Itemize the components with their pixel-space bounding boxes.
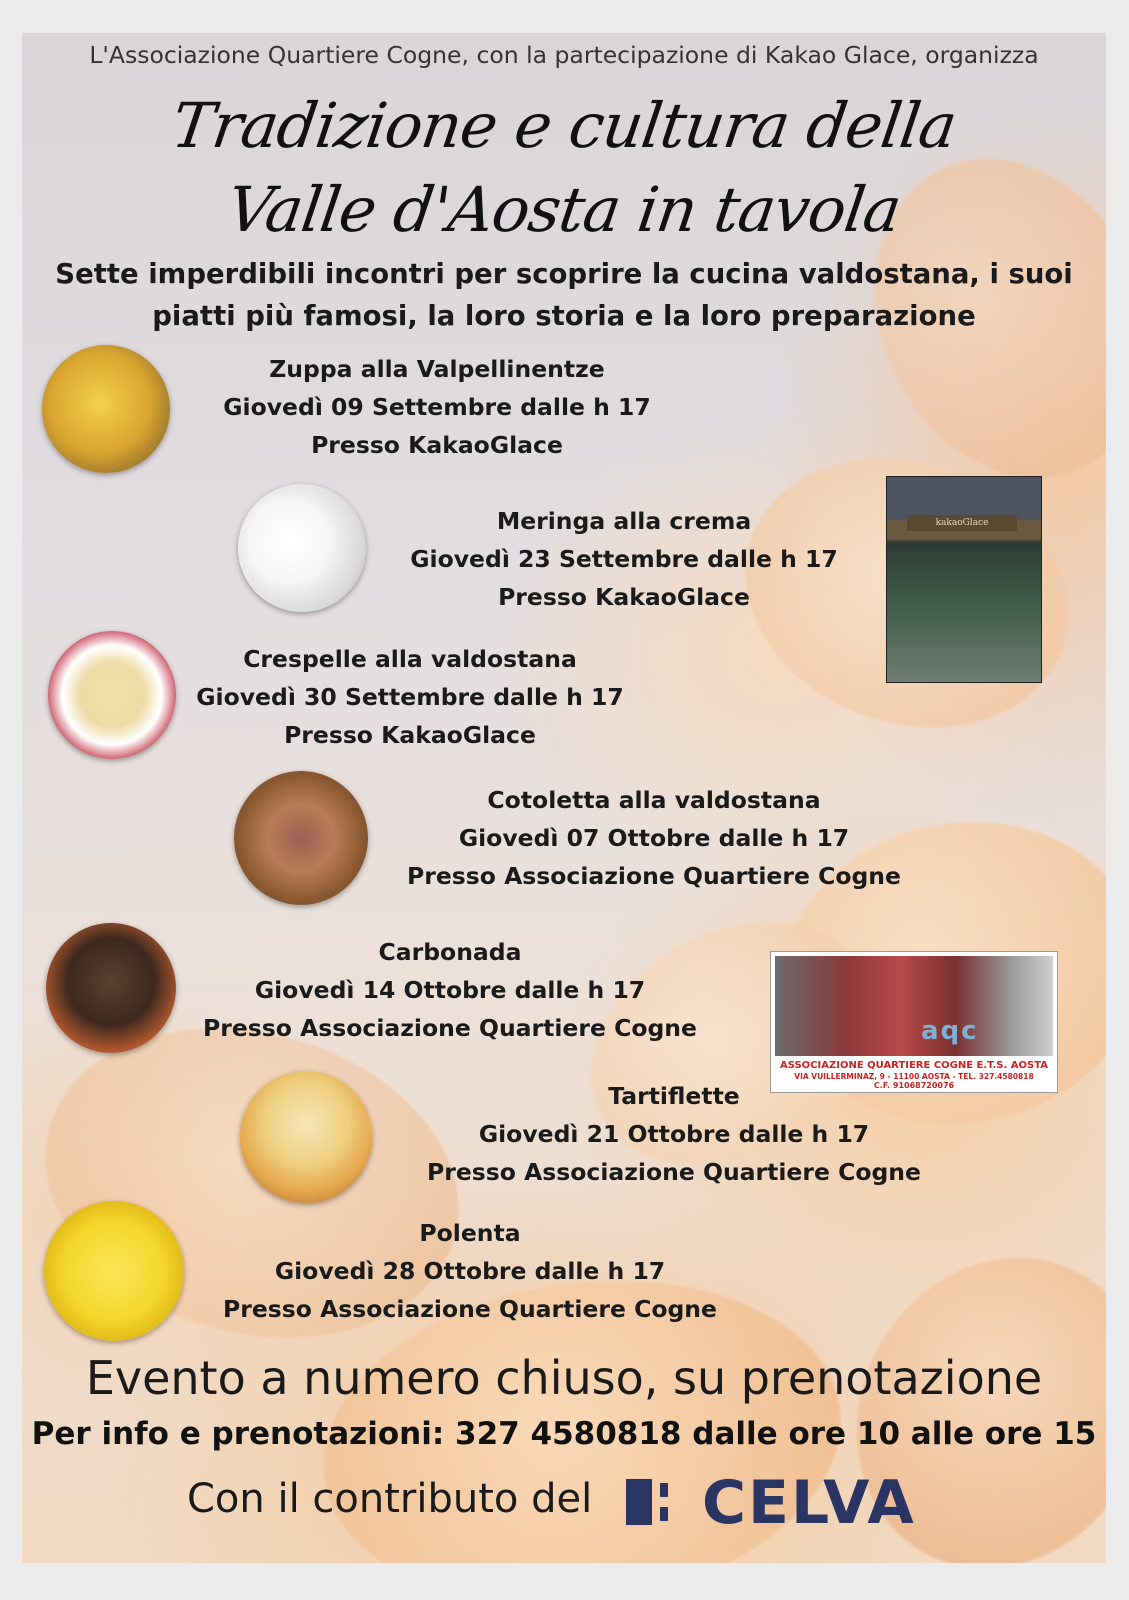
logo-line-3: C.F. 91068720076 (873, 1081, 955, 1090)
event-place: Presso KakaoGlace (311, 431, 563, 459)
event-item (404, 1077, 944, 1191)
booking-info: Per info e prenotazioni: 327 4580818 dalle ore 10 alle ore 15 (31, 1416, 1097, 1452)
event-place: Presso Associazione Quartiere Cogne (427, 1158, 921, 1186)
cotoletta-photo (234, 771, 368, 905)
event-date: Giovedì 21 Ottobre dalle h 17 (478, 1120, 870, 1148)
logo-mark: aqc (921, 1016, 979, 1046)
association-building-picture (775, 956, 1053, 1056)
event-date: Giovedì 07 Ottobre dalle h 17 (458, 824, 850, 852)
poster-title-line-2: Valle d'Aosta in tavola (222, 173, 906, 246)
poster-subtitle (22, 253, 1106, 337)
carbonada-photo (46, 923, 176, 1053)
event-item (182, 640, 638, 754)
event-date: Giovedì 23 Settembre dalle h 17 (410, 545, 838, 573)
event-place: Presso KakaoGlace (498, 583, 750, 611)
intro-line: L'Associazione Quartiere Cogne, con la partecipazione di Kakao Glace, organizza (89, 41, 1039, 69)
polenta-photo (44, 1201, 184, 1341)
event-dish: Carbonada (378, 938, 522, 966)
subtitle-line-2: piatti più famosi, la loro storia e la loro preparazione (152, 300, 976, 332)
zuppa-photo (42, 345, 170, 473)
closed-event-notice: Evento a numero chiuso, su prenotazione (85, 1351, 1043, 1405)
logo-line-1: ASSOCIAZIONE QUARTIERE COGNE E.T.S. AOSTA (779, 1060, 1048, 1071)
crespelle-photo (48, 631, 176, 759)
event-place: Presso Associazione Quartiere Cogne (223, 1295, 717, 1323)
event-date: Giovedì 14 Ottobre dalle h 17 (254, 976, 646, 1004)
event-dish: Cotoletta alla valdostana (487, 786, 821, 814)
event-dish: Zuppa alla Valpellinentze (269, 355, 605, 383)
event-dish: Crespelle alla valdostana (243, 645, 577, 673)
kakaoglace-shop-photo (886, 476, 1042, 683)
event-item (374, 502, 874, 616)
event-item (182, 350, 692, 464)
event-date: Giovedì 30 Settembre dalle h 17 (196, 683, 624, 711)
contribution-text: Con il contributo del (187, 1476, 593, 1522)
event-dish: Tartiflette (608, 1082, 740, 1110)
event-item (190, 933, 710, 1047)
celva-logo-icon (626, 1479, 682, 1527)
event-poster (22, 33, 1106, 1563)
sponsor-name: CELVA (702, 1468, 916, 1538)
association-logo (770, 951, 1058, 1093)
shop-sign: kakaoGlace (907, 515, 1017, 531)
event-place: Presso KakaoGlace (284, 721, 536, 749)
subtitle-line-1: Sette imperdibili incontri per scoprire la cucina valdostana, i suoi (55, 258, 1073, 290)
event-place: Presso Associazione Quartiere Cogne (203, 1014, 697, 1042)
event-place: Presso Associazione Quartiere Cogne (407, 862, 901, 890)
event-item (200, 1214, 740, 1328)
event-dish: Polenta (419, 1219, 521, 1247)
tartiflette-photo (240, 1071, 372, 1203)
event-item (394, 781, 914, 895)
meringa-photo (238, 484, 366, 612)
event-dish: Meringa alla crema (496, 507, 752, 535)
logo-line-2: VIA VUILLERMINAZ, 9 - 11100 AOSTA - TEL. 327.4580818 (794, 1072, 1034, 1081)
event-date: Giovedì 09 Settembre dalle h 17 (223, 393, 651, 421)
poster-title-line-1: Tradizione e cultura della (167, 89, 961, 162)
event-date: Giovedì 28 Ottobre dalle h 17 (274, 1257, 666, 1285)
